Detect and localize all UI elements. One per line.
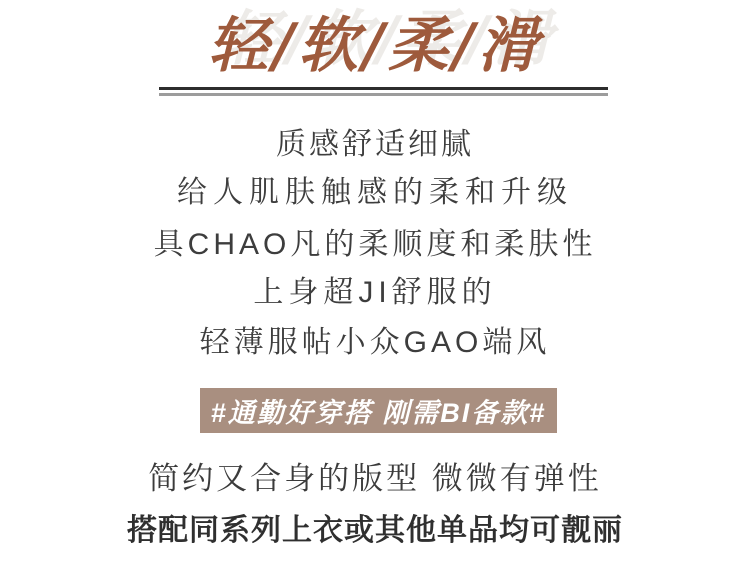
highlight-badge-text: #通勤好穿搭 刚需BI备款#	[210, 398, 547, 428]
tagline-softness: 具CHAO凡的柔顺度和柔肤性	[153, 228, 597, 261]
tagline-skin-touch: 给人肌肤触感的柔和升级	[177, 176, 573, 209]
tagline-comfort: 上身超JI舒服的	[253, 276, 497, 309]
main-title: 轻/软/柔/滑	[208, 11, 542, 81]
highlight-badge	[200, 388, 557, 433]
divider-bottom-line	[159, 93, 608, 96]
footer-line-fit: 简约又合身的版型 微微有弹性	[148, 461, 602, 496]
title-divider	[159, 87, 608, 96]
footer-line-matching: 搭配同系列上衣或其他单品均可靓丽	[127, 514, 623, 547]
tagline-texture: 质感舒适细腻	[276, 128, 474, 161]
tagline-style: 轻薄服帖小众GAO端风	[199, 326, 551, 359]
